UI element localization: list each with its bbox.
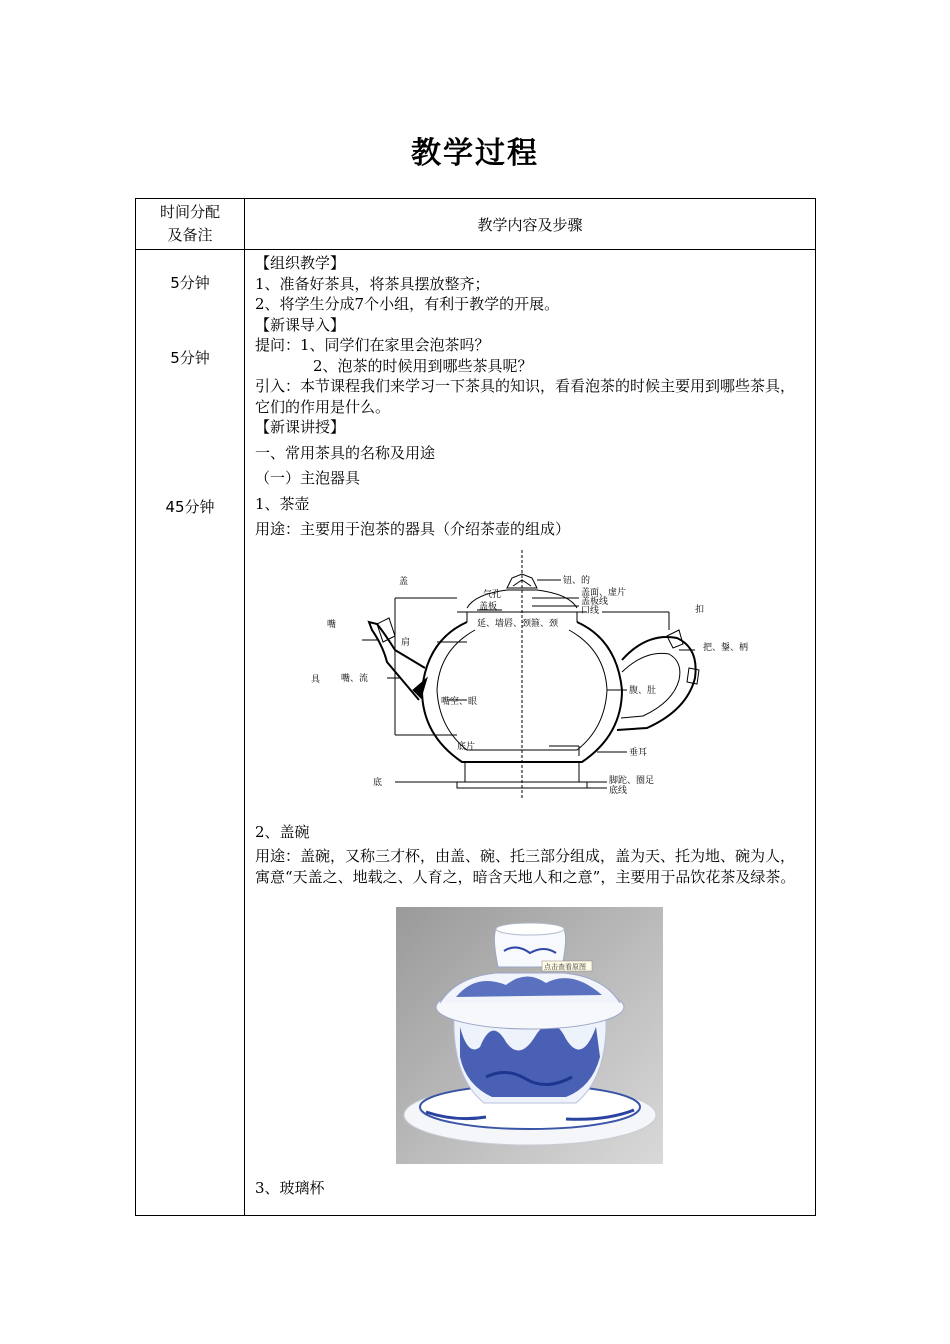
item-teapot-title: 1、茶壶 — [255, 494, 310, 513]
item-gaiwan-use: 用途：盖碗，又称三才杯，由盖、碗、托三部分组成，盖为天、托为地、碗为人，寓意“天盖之、地载之、人育之，暗含天地人和之意”，主要用于品饮花茶及绿茶。 — [255, 847, 796, 886]
header-content-label: 教学内容及步骤 — [477, 215, 583, 234]
label-spout-hole: 嘴空、眼 — [441, 696, 478, 707]
subsection-heading: （一）主泡器具 — [255, 469, 361, 487]
label-lid-plate: 盖板 — [479, 601, 498, 612]
teach-heading: 【新课讲授】 — [255, 418, 346, 436]
intro-heading: 【新课导入】 — [255, 315, 346, 334]
label-knob: 钮、的 — [563, 575, 591, 586]
label-lid-top: 盖面、虚片 — [581, 587, 627, 598]
header-content — [245, 199, 816, 250]
organize-step-1: 1、准备好茶具，将茶具摆放整齐； — [255, 274, 490, 293]
organize-heading: 【组织教学】 — [255, 254, 346, 272]
gaiwan-photo-caption: 点击查看原图 — [544, 963, 586, 971]
item-gaiwan-title: 2、盖碗 — [255, 822, 310, 841]
organize-step-2: 2、将学生分成7个小组，有利于教学的开展。 — [255, 295, 560, 313]
time-teach: 45分钟 — [165, 498, 215, 516]
intro-question-1: 提问：1、同学们在家里会泡茶吗？ — [255, 336, 490, 354]
section-heading: 一、常用茶具的名称及用途 — [255, 443, 436, 462]
table-body-row — [136, 250, 816, 1216]
time-organize: 5分钟 — [170, 274, 210, 292]
header-time-label: 时间分配及备注 — [159, 203, 220, 244]
lesson-table — [135, 198, 816, 1216]
table-header-row — [136, 199, 816, 250]
content-column — [245, 250, 816, 1216]
teapot-diagram — [311, 550, 767, 800]
label-base-plate: 底片 — [457, 741, 476, 752]
label-lid: 盖 — [399, 576, 409, 587]
header-time — [136, 199, 245, 250]
label-air-hole: 气孔 — [483, 589, 502, 600]
label-foot: 脚跎、圈足 — [609, 775, 655, 786]
intro-lead: 引入：本节课程我们来学习一下茶具的知识，看看泡茶的时候主要用到哪些茶具，它们的作用是什么。 — [255, 377, 796, 416]
item-glass-title: 3、玻璃杯 — [255, 1179, 325, 1197]
intro-question-2: 2、泡茶的时候用到哪些茶具呢？ — [313, 356, 533, 375]
label-shoulder: 肩 — [401, 637, 411, 648]
gaiwan-photo — [396, 907, 663, 1164]
item-teapot-use: 用途：主要用于泡茶的器具（介绍茶壶的组成） — [255, 520, 571, 538]
time-intro: 5分钟 — [170, 349, 210, 367]
label-belly: 腹、肚 — [629, 685, 657, 696]
label-spout-flow: 嘴、流 — [341, 673, 369, 684]
label-button: 扣 — [695, 604, 705, 615]
page-title: 教学过程 — [411, 136, 539, 171]
gaiwan-illustration — [396, 907, 663, 1164]
label-spout: 嘴 — [327, 619, 337, 630]
time-column — [136, 250, 245, 1216]
label-lid-line: 盖板线 — [581, 596, 609, 607]
label-handle: 把、鋬、柄 — [703, 642, 749, 653]
label-bottom-line: 底线 — [609, 785, 628, 796]
label-hanging-ear: 垂耳 — [629, 747, 648, 758]
label-bottom: 底 — [373, 777, 383, 788]
label-mouth-line: 口线 — [581, 605, 600, 616]
teapot-illustration — [311, 550, 767, 800]
label-neck: 延、墙唇、颈箍、颈 — [477, 618, 559, 629]
label-body-side: 具 — [311, 674, 321, 685]
